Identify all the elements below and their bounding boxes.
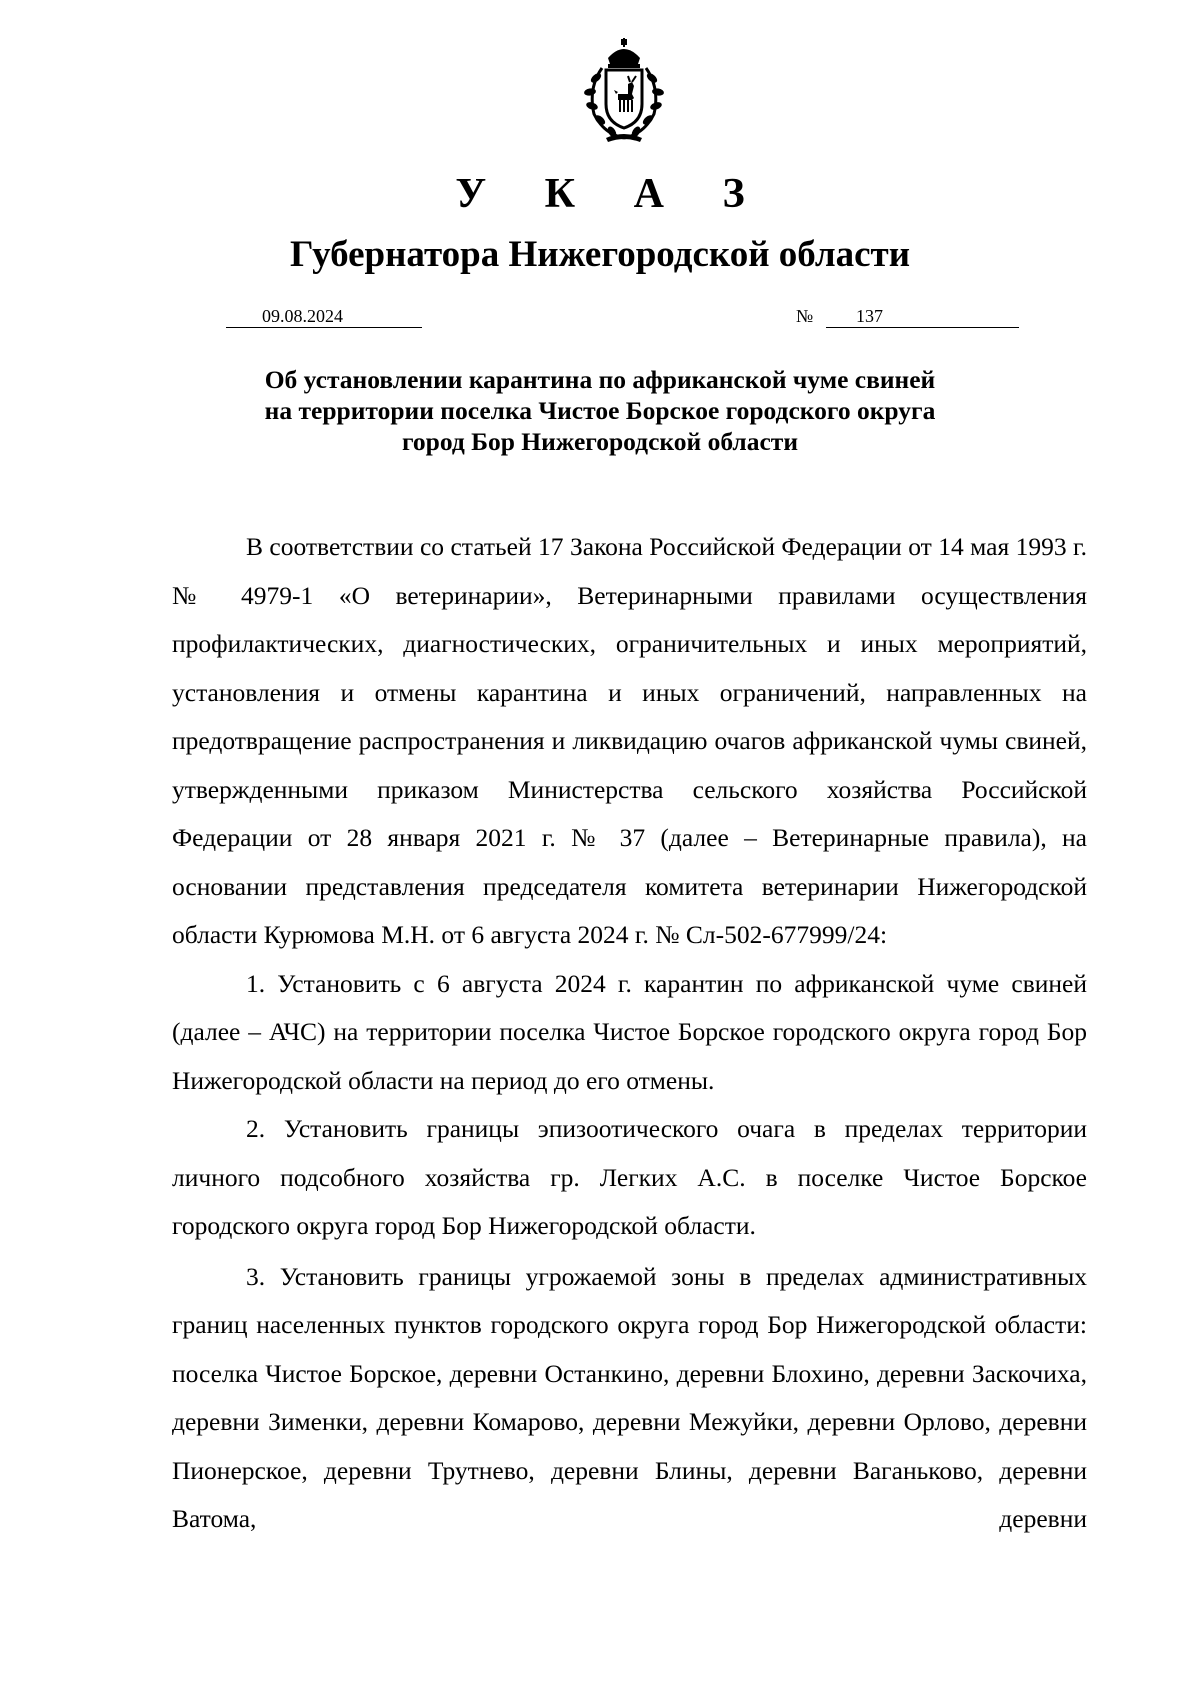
issuer-subtitle: Губернатора Нижегородской области	[289, 234, 911, 275]
subject-line: город Бор Нижегородской области	[401, 427, 799, 456]
clause-1-paragraph: 1. Установить с 6 августа 2024 г. карантин по африканской чуме свиней (далее – АЧС) на территории поселка Чистое Борское городского округа город Бор Нижегородской области на период до его отмены.	[172, 968, 1087, 1095]
subject-line: на территории поселка Чистое Борское городского округа	[264, 396, 936, 425]
document-type-title: У К А З	[455, 171, 769, 217]
clause-3-paragraph: 3. Установить границы угрожаемой зоны в пределах административных границ населенных пунктов городского округа город Бор Нижегородской области: поселка Чистое Борское, деревни Останкино, деревни Блохино, деревни Заскочиха, деревни Зименки, деревни Комарово, деревни Межуйки, деревни Орлово, деревни Пионерское, деревни Трутнево, деревни Блины, деревни Ваганьково, деревни Ватома, деревни	[172, 1261, 1087, 1533]
preamble-paragraph: В соответствии со статьей 17 Закона Российской Федерации от 14 мая 1993 г. № 4979-1 «О ветеринарии», Ветеринарными правилами осуществления профилактических, диагностических, ограничительных и иных мероприятий, установления и отмены карантина и иных ограничений, направленных на предотвращение распространения и ликвидацию очагов африканской чумы свиней, утвержденными приказом Министерства сельского хозяйства Российской Федерации от 28 января 2021 г. № 37 (далее – Ветеринарные правила), на основании представления председателя комитета ветеринарии Нижегородской области Курюмова М.Н. от 6 августа 2024 г. № Сл-502-677999/24:	[172, 532, 1087, 949]
coat-of-arms-icon	[568, 38, 680, 144]
decree-number: 137	[826, 305, 1019, 328]
decree-date: 09.08.2024	[226, 305, 422, 328]
decree-body	[172, 523, 1087, 1544]
decree-subject	[0, 364, 1200, 457]
subject-line: Об установлении карантина по африканской чуме свиней	[264, 365, 936, 394]
number-label: №	[796, 306, 814, 326]
clause-2-paragraph: 2. Установить границы эпизоотического очага в пределах территории личного подсобного хозяйства гр. Легких А.С. в поселке Чистое Борское городского округа город Бор Нижегородской области.	[172, 1114, 1087, 1240]
